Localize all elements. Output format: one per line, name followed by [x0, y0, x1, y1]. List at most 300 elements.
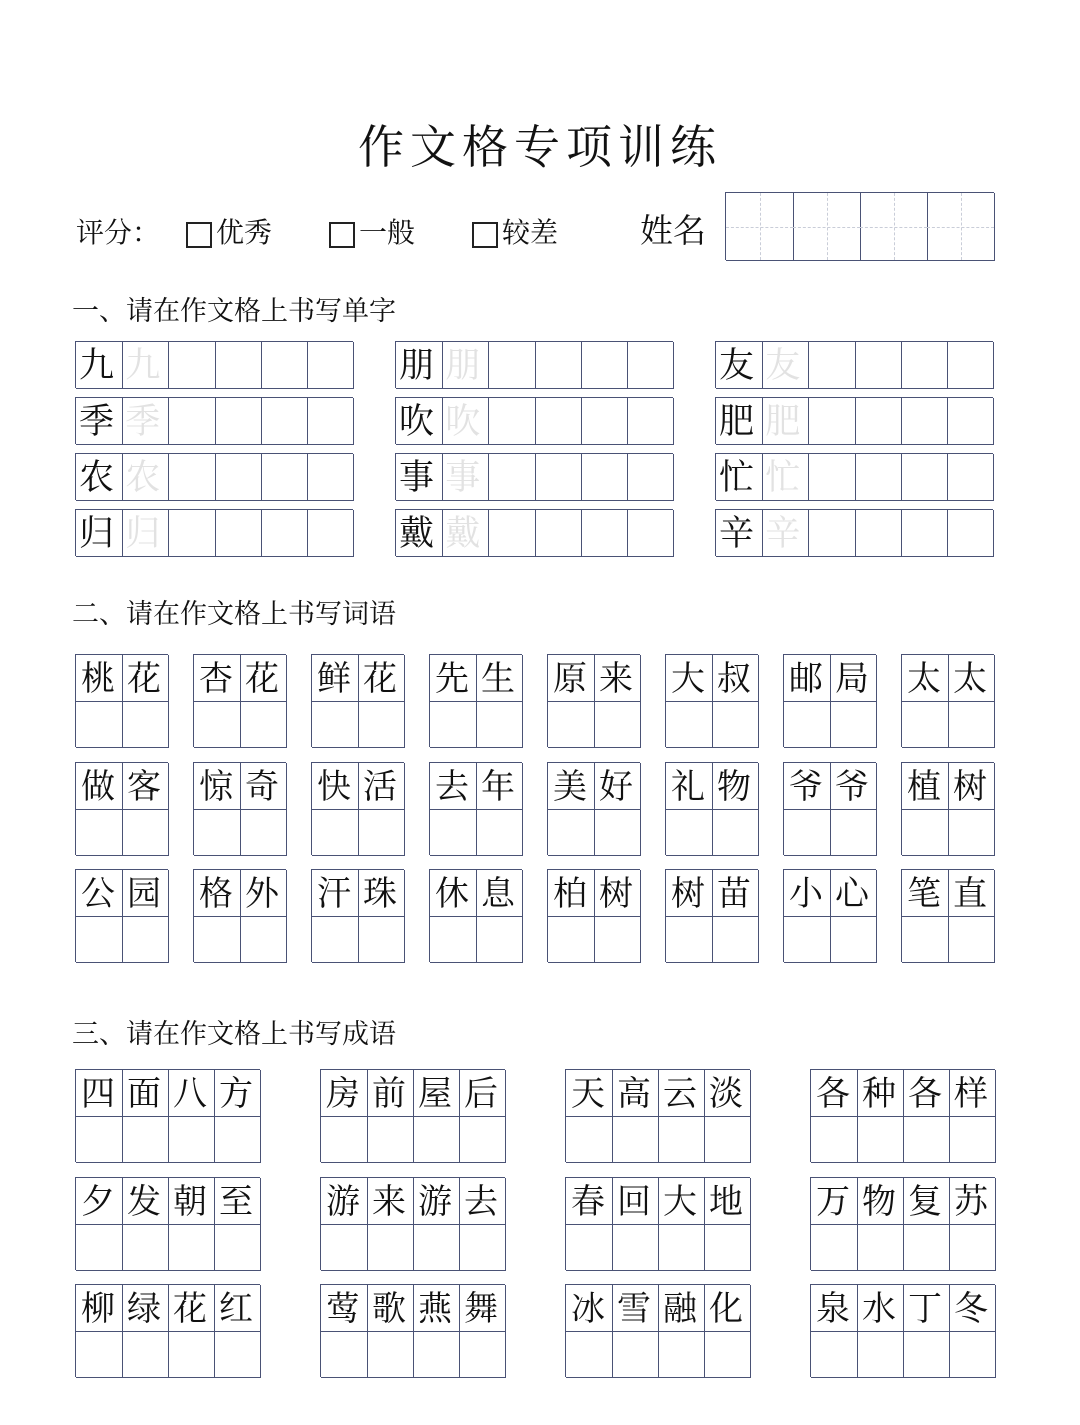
word-char: 休	[435, 874, 469, 914]
idiom-practice-cell[interactable]	[76, 1331, 123, 1378]
word-char: 先	[435, 659, 469, 699]
word-char: 息	[481, 874, 515, 914]
idiom-practice-cell[interactable]	[566, 1116, 613, 1163]
idiom-practice-cell[interactable]	[903, 1331, 950, 1378]
idiom-practice-cell[interactable]	[658, 1224, 705, 1271]
idiom-char: 四	[81, 1074, 115, 1114]
word-practice-cell[interactable]	[76, 809, 123, 856]
model-char: 戴	[399, 514, 435, 554]
model-char: 朋	[399, 346, 435, 386]
word-char: 苗	[717, 874, 751, 914]
word-block	[75, 869, 168, 962]
name-cell[interactable]	[726, 193, 794, 261]
idiom-practice-cell[interactable]	[903, 1224, 950, 1271]
idiom-practice-cell[interactable]	[566, 1331, 613, 1378]
word-block	[311, 869, 404, 962]
word-block	[665, 869, 758, 962]
practice-cell[interactable]	[581, 398, 628, 445]
model-char: 季	[79, 402, 115, 442]
word-practice-cell[interactable]	[548, 916, 595, 963]
practice-cell[interactable]	[581, 342, 628, 389]
idiom-char: 发	[127, 1182, 161, 1222]
idiom-practice-cell[interactable]	[122, 1116, 169, 1163]
idiom-practice-cell[interactable]	[903, 1116, 950, 1163]
single-char-row	[715, 453, 993, 500]
model-char: 辛	[719, 514, 755, 554]
model-char: 事	[399, 458, 435, 498]
practice-cell[interactable]	[307, 510, 354, 557]
guide-line	[860, 227, 927, 228]
word-practice-cell[interactable]	[594, 701, 641, 748]
word-practice-cell[interactable]	[358, 809, 405, 856]
idiom-char: 各	[908, 1074, 942, 1114]
word-practice-cell[interactable]	[594, 916, 641, 963]
rating-option-average[interactable]	[329, 208, 415, 258]
word-practice-cell[interactable]	[784, 809, 831, 856]
rating-option-label: 较差	[502, 216, 559, 249]
rating-option-excellent[interactable]	[186, 208, 272, 258]
idiom-char: 花	[173, 1289, 207, 1329]
word-practice-cell[interactable]	[312, 916, 359, 963]
trace-char: 季	[125, 402, 161, 442]
trace-char: 吹	[445, 402, 481, 442]
practice-cell[interactable]	[168, 398, 215, 445]
practice-cell[interactable]	[168, 342, 215, 389]
idiom-char: 样	[954, 1074, 988, 1114]
word-char: 园	[127, 874, 161, 914]
idiom-char: 丁	[908, 1289, 942, 1329]
idiom-char: 来	[372, 1182, 406, 1222]
word-char: 惊	[199, 767, 233, 807]
word-practice-cell[interactable]	[122, 701, 169, 748]
word-practice-cell[interactable]	[122, 916, 169, 963]
idiom-practice-cell[interactable]	[459, 1116, 506, 1163]
word-practice-cell[interactable]	[358, 916, 405, 963]
idiom-practice-cell[interactable]	[949, 1116, 996, 1163]
practice-cell[interactable]	[947, 342, 994, 389]
word-practice-cell[interactable]	[784, 916, 831, 963]
practice-cell[interactable]	[581, 510, 628, 557]
practice-cell[interactable]	[215, 342, 262, 389]
practice-cell[interactable]	[947, 510, 994, 557]
idiom-practice-cell[interactable]	[459, 1331, 506, 1378]
trace-char: 忙	[765, 458, 801, 498]
practice-cell[interactable]	[627, 342, 674, 389]
idiom-char: 大	[663, 1182, 697, 1222]
practice-cell[interactable]	[808, 510, 855, 557]
idiom-practice-cell[interactable]	[413, 1116, 460, 1163]
word-block	[901, 762, 994, 855]
idiom-practice-cell[interactable]	[413, 1224, 460, 1271]
word-char: 好	[599, 767, 633, 807]
practice-cell[interactable]	[947, 454, 994, 501]
idiom-practice-cell[interactable]	[704, 1224, 751, 1271]
idiom-practice-cell[interactable]	[321, 1116, 368, 1163]
word-practice-cell[interactable]	[476, 701, 523, 748]
checkbox-icon[interactable]	[472, 222, 498, 248]
idiom-practice-cell[interactable]	[214, 1331, 261, 1378]
idiom-practice-cell[interactable]	[704, 1331, 751, 1378]
word-practice-cell[interactable]	[312, 701, 359, 748]
idiom-practice-cell[interactable]	[566, 1224, 613, 1271]
single-char-row	[75, 341, 353, 388]
idiom-char: 苏	[954, 1182, 988, 1222]
idiom-practice-cell[interactable]	[367, 1331, 414, 1378]
practice-cell[interactable]	[261, 454, 308, 501]
word-char: 做	[81, 767, 115, 807]
word-practice-cell[interactable]	[122, 809, 169, 856]
idiom-char: 冰	[571, 1289, 605, 1329]
model-char: 友	[719, 346, 755, 386]
word-char: 公	[81, 874, 115, 914]
idiom-practice-cell[interactable]	[76, 1116, 123, 1163]
practice-cell[interactable]	[535, 510, 582, 557]
single-char-row	[395, 509, 673, 556]
word-practice-cell[interactable]	[312, 809, 359, 856]
word-practice-cell[interactable]	[240, 916, 287, 963]
idiom-practice-cell[interactable]	[704, 1116, 751, 1163]
word-block	[783, 869, 876, 962]
word-char: 植	[907, 767, 941, 807]
idiom-practice-cell[interactable]	[367, 1224, 414, 1271]
idiom-practice-cell[interactable]	[811, 1224, 858, 1271]
idiom-practice-cell[interactable]	[459, 1224, 506, 1271]
word-char: 爷	[789, 767, 823, 807]
single-char-row	[395, 341, 673, 388]
idiom-practice-cell[interactable]	[658, 1116, 705, 1163]
idiom-char: 游	[418, 1182, 452, 1222]
practice-cell[interactable]	[488, 510, 535, 557]
word-char: 柏	[553, 874, 587, 914]
word-char: 树	[671, 874, 705, 914]
word-block	[429, 762, 522, 855]
word-char: 花	[245, 659, 279, 699]
idiom-block	[320, 1284, 505, 1377]
idiom-char: 方	[219, 1074, 253, 1114]
word-char: 笔	[907, 874, 941, 914]
trace-char: 九	[125, 346, 161, 386]
word-practice-cell[interactable]	[902, 916, 949, 963]
idiom-practice-cell[interactable]	[811, 1331, 858, 1378]
idiom-char: 柳	[81, 1289, 115, 1329]
practice-cell[interactable]	[535, 342, 582, 389]
idiom-char: 万	[816, 1182, 850, 1222]
name-cell[interactable]	[793, 193, 861, 261]
idiom-char: 至	[219, 1182, 253, 1222]
idiom-practice-cell[interactable]	[168, 1224, 215, 1271]
section-title-words: 二、请在作文格上书写词语	[72, 599, 396, 630]
word-char: 心	[835, 874, 869, 914]
idiom-block	[320, 1069, 505, 1162]
practice-cell[interactable]	[168, 510, 215, 557]
word-char: 外	[245, 874, 279, 914]
idiom-practice-cell[interactable]	[168, 1116, 215, 1163]
practice-cell[interactable]	[808, 342, 855, 389]
word-practice-cell[interactable]	[430, 701, 477, 748]
single-char-row	[395, 453, 673, 500]
idiom-practice-cell[interactable]	[214, 1116, 261, 1163]
idiom-char: 淡	[709, 1074, 743, 1114]
idiom-char: 水	[862, 1289, 896, 1329]
word-practice-cell[interactable]	[76, 916, 123, 963]
idiom-char: 歌	[372, 1289, 406, 1329]
trace-char: 农	[125, 458, 161, 498]
single-char-row	[75, 509, 353, 556]
practice-cell[interactable]	[488, 398, 535, 445]
word-block	[193, 654, 286, 747]
idiom-practice-cell[interactable]	[214, 1224, 261, 1271]
practice-cell[interactable]	[488, 342, 535, 389]
practice-cell[interactable]	[215, 454, 262, 501]
word-char: 格	[199, 874, 233, 914]
word-char: 花	[127, 659, 161, 699]
practice-cell[interactable]	[261, 510, 308, 557]
checkbox-icon[interactable]	[186, 222, 212, 248]
idiom-practice-cell[interactable]	[168, 1331, 215, 1378]
idiom-practice-cell[interactable]	[949, 1331, 996, 1378]
word-char: 汗	[317, 874, 351, 914]
idiom-block	[810, 1284, 995, 1377]
idiom-block	[810, 1069, 995, 1162]
word-char: 美	[553, 767, 587, 807]
idiom-block	[565, 1069, 750, 1162]
idiom-block	[810, 1177, 995, 1270]
practice-cell[interactable]	[627, 454, 674, 501]
word-char: 杏	[199, 659, 233, 699]
word-block	[547, 654, 640, 747]
rating-option-poor[interactable]	[472, 208, 558, 258]
idiom-practice-cell[interactable]	[367, 1116, 414, 1163]
model-char: 忙	[719, 458, 755, 498]
word-block	[429, 869, 522, 962]
model-char: 九	[79, 346, 115, 386]
single-char-row	[715, 509, 993, 556]
idiom-char: 冬	[954, 1289, 988, 1329]
idiom-practice-cell[interactable]	[811, 1116, 858, 1163]
idiom-char: 燕	[418, 1289, 452, 1329]
word-practice-cell[interactable]	[430, 916, 477, 963]
word-block	[547, 869, 640, 962]
practice-cell[interactable]	[808, 454, 855, 501]
word-char: 邮	[789, 659, 823, 699]
idiom-char: 八	[173, 1074, 207, 1114]
word-char: 生	[481, 659, 515, 699]
idiom-char: 房	[326, 1074, 360, 1114]
word-char: 树	[953, 767, 987, 807]
practice-cell[interactable]	[855, 510, 902, 557]
word-char: 大	[671, 659, 705, 699]
word-practice-cell[interactable]	[430, 809, 477, 856]
model-char: 农	[79, 458, 115, 498]
model-char: 肥	[719, 402, 755, 442]
word-char: 活	[363, 767, 397, 807]
word-practice-cell[interactable]	[712, 701, 759, 748]
word-practice-cell[interactable]	[712, 809, 759, 856]
idiom-practice-cell[interactable]	[612, 1116, 659, 1163]
practice-cell[interactable]	[488, 454, 535, 501]
practice-cell[interactable]	[261, 342, 308, 389]
idiom-practice-cell[interactable]	[122, 1224, 169, 1271]
word-char: 局	[835, 659, 869, 699]
practice-cell[interactable]	[901, 342, 948, 389]
single-char-row	[715, 397, 993, 444]
word-practice-cell[interactable]	[548, 701, 595, 748]
word-practice-cell[interactable]	[240, 701, 287, 748]
trace-char: 友	[765, 346, 801, 386]
idiom-char: 物	[862, 1182, 896, 1222]
word-practice-cell[interactable]	[830, 916, 877, 963]
practice-cell[interactable]	[947, 398, 994, 445]
idiom-char: 化	[709, 1289, 743, 1329]
idiom-char: 面	[127, 1074, 161, 1114]
idiom-practice-cell[interactable]	[949, 1224, 996, 1271]
practice-cell[interactable]	[168, 454, 215, 501]
word-block	[75, 762, 168, 855]
word-practice-cell[interactable]	[830, 701, 877, 748]
word-practice-cell[interactable]	[712, 916, 759, 963]
idiom-practice-cell[interactable]	[612, 1224, 659, 1271]
name-cell[interactable]	[860, 193, 928, 261]
idiom-practice-cell[interactable]	[122, 1331, 169, 1378]
word-char: 直	[953, 874, 987, 914]
practice-cell[interactable]	[581, 454, 628, 501]
trace-char: 肥	[765, 402, 801, 442]
idiom-char: 种	[862, 1074, 896, 1114]
word-practice-cell[interactable]	[476, 916, 523, 963]
word-char: 客	[127, 767, 161, 807]
idiom-block	[320, 1177, 505, 1270]
idiom-practice-cell[interactable]	[658, 1331, 705, 1378]
idiom-block	[75, 1177, 260, 1270]
model-char: 吹	[399, 402, 435, 442]
idiom-char: 后	[464, 1074, 498, 1114]
word-practice-cell[interactable]	[194, 701, 241, 748]
practice-cell[interactable]	[855, 342, 902, 389]
word-practice-cell[interactable]	[666, 809, 713, 856]
rating-option-label: 一般	[359, 216, 416, 249]
word-block	[547, 762, 640, 855]
practice-cell[interactable]	[307, 454, 354, 501]
word-practice-cell[interactable]	[240, 809, 287, 856]
word-block	[311, 762, 404, 855]
practice-cell[interactable]	[307, 398, 354, 445]
word-char: 小	[789, 874, 823, 914]
practice-cell[interactable]	[307, 342, 354, 389]
idiom-practice-cell[interactable]	[857, 1331, 904, 1378]
word-char: 奇	[245, 767, 279, 807]
practice-cell[interactable]	[215, 398, 262, 445]
idiom-practice-cell[interactable]	[612, 1331, 659, 1378]
trace-char: 辛	[765, 514, 801, 554]
idiom-practice-cell[interactable]	[76, 1224, 123, 1271]
idiom-char: 融	[663, 1289, 697, 1329]
word-practice-cell[interactable]	[666, 916, 713, 963]
practice-cell[interactable]	[535, 398, 582, 445]
practice-cell[interactable]	[627, 398, 674, 445]
single-char-row	[75, 397, 353, 444]
word-char: 叔	[717, 659, 751, 699]
idiom-char: 前	[372, 1074, 406, 1114]
word-practice-cell[interactable]	[76, 701, 123, 748]
word-practice-cell[interactable]	[194, 916, 241, 963]
idiom-char: 云	[663, 1074, 697, 1114]
guide-line	[793, 227, 860, 228]
trace-char: 戴	[445, 514, 481, 554]
word-block	[193, 869, 286, 962]
word-block	[429, 654, 522, 747]
word-practice-cell[interactable]	[476, 809, 523, 856]
idiom-char: 各	[816, 1074, 850, 1114]
word-practice-cell[interactable]	[902, 809, 949, 856]
word-block	[783, 654, 876, 747]
word-practice-cell[interactable]	[830, 809, 877, 856]
word-practice-cell[interactable]	[902, 701, 949, 748]
practice-cell[interactable]	[261, 398, 308, 445]
section-title-single-chars: 一、请在作文格上书写单字	[72, 296, 396, 327]
idiom-practice-cell[interactable]	[857, 1116, 904, 1163]
word-practice-cell[interactable]	[194, 809, 241, 856]
word-practice-cell[interactable]	[948, 809, 995, 856]
idiom-char: 舞	[464, 1289, 498, 1329]
word-practice-cell[interactable]	[784, 701, 831, 748]
word-practice-cell[interactable]	[948, 701, 995, 748]
word-block	[901, 654, 994, 747]
word-block	[75, 654, 168, 747]
name-grid-frame[interactable]	[725, 192, 994, 260]
word-practice-cell[interactable]	[948, 916, 995, 963]
practice-cell[interactable]	[901, 510, 948, 557]
word-practice-cell[interactable]	[666, 701, 713, 748]
rating-label: 评分：	[76, 216, 161, 249]
trace-char: 朋	[445, 346, 481, 386]
single-char-row	[395, 397, 673, 444]
practice-cell[interactable]	[855, 454, 902, 501]
idiom-practice-cell[interactable]	[321, 1331, 368, 1378]
word-char: 物	[717, 767, 751, 807]
word-practice-cell[interactable]	[548, 809, 595, 856]
page-title: 作文格专项训练	[358, 120, 722, 174]
idiom-char: 游	[326, 1182, 360, 1222]
practice-cell[interactable]	[535, 454, 582, 501]
rating-option-label: 优秀	[216, 216, 273, 249]
word-char: 花	[363, 659, 397, 699]
idiom-practice-cell[interactable]	[857, 1224, 904, 1271]
word-block	[311, 654, 404, 747]
name-label: 姓名	[640, 211, 706, 250]
trace-char: 事	[445, 458, 481, 498]
practice-cell[interactable]	[215, 510, 262, 557]
idiom-practice-cell[interactable]	[321, 1224, 368, 1271]
single-char-row	[715, 341, 993, 388]
model-char: 归	[79, 514, 115, 554]
practice-cell[interactable]	[627, 510, 674, 557]
idiom-block	[75, 1069, 260, 1162]
checkbox-icon[interactable]	[329, 222, 355, 248]
word-char: 快	[317, 767, 351, 807]
word-practice-cell[interactable]	[358, 701, 405, 748]
idiom-char: 回	[617, 1182, 651, 1222]
practice-cell[interactable]	[808, 398, 855, 445]
name-cell[interactable]	[927, 193, 995, 261]
practice-cell[interactable]	[901, 398, 948, 445]
practice-cell[interactable]	[901, 454, 948, 501]
idiom-practice-cell[interactable]	[413, 1331, 460, 1378]
practice-cell[interactable]	[855, 398, 902, 445]
idiom-char: 莺	[326, 1289, 360, 1329]
word-practice-cell[interactable]	[594, 809, 641, 856]
word-char: 桃	[81, 659, 115, 699]
idiom-char: 朝	[173, 1182, 207, 1222]
